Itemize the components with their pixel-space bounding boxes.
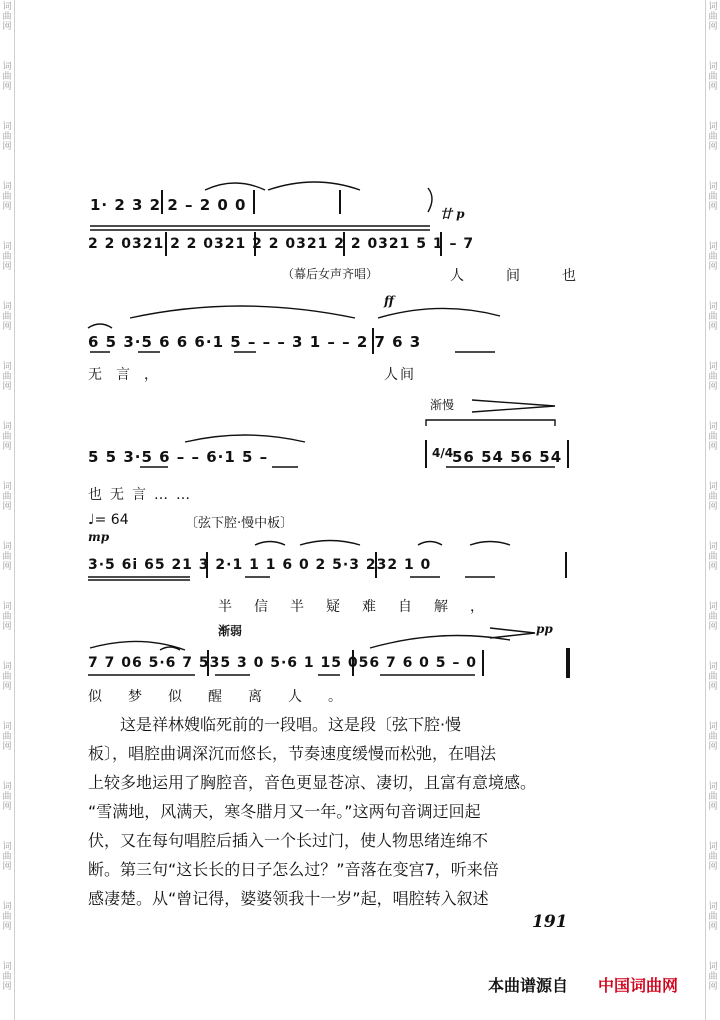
watermark-text: 词曲网 (708, 2, 718, 32)
lyric-line-5: 似梦似醒离人。 (88, 689, 368, 705)
lyric-line-1: 人间也 (450, 268, 618, 284)
section-title: 〔弦下腔·慢中板〕 (185, 516, 294, 531)
lyric-line-2a: 无言， (88, 367, 172, 383)
page-number: 191 (532, 912, 568, 932)
watermark-text: 词曲网 (708, 302, 718, 332)
watermark-text: 词曲网 (2, 422, 12, 452)
bar-line (425, 440, 427, 468)
bar-line (339, 190, 341, 214)
score-line-5: 3·5 6i 65 21 3 2·1 1 1 6 0 2 5·3 232 1 0 (88, 557, 432, 573)
watermark-text: 词曲网 (708, 602, 718, 632)
watermark-text: 词曲网 (2, 962, 12, 992)
watermark-text: 词曲网 (2, 362, 12, 392)
watermark-text: 词曲网 (708, 242, 718, 272)
paragraph-line: 上较多地运用了胸腔音，音色更显苍凉、凄切，且富有意境感。 (88, 773, 537, 792)
lyric-line-3: 也无言…… (88, 487, 198, 503)
lyric-line-2b: 人间 (384, 367, 416, 383)
tempo-mark-ritardando: 渐慢 (430, 398, 455, 412)
watermark-text: 词曲网 (2, 122, 12, 152)
bar-line (565, 552, 567, 578)
paragraph-line: “雪满地，风满天，寒冬腊月又一年。”这两句音调迂回起 (88, 802, 481, 821)
watermark-text: 词曲网 (708, 902, 718, 932)
body-paragraph (88, 710, 578, 913)
watermark-text: 词曲网 (2, 182, 12, 212)
dynamic-mark-mp: mp (88, 530, 110, 544)
score-line-4b: 56 54 56 54 (452, 448, 563, 466)
paragraph-line: 伏，又在每句唱腔后插入一个长过门，使人物思绪连绵不 (88, 831, 489, 850)
watermark-text: 词曲网 (2, 902, 12, 932)
watermark-text: 词曲网 (708, 962, 718, 992)
watermark-text: 词曲网 (708, 62, 718, 92)
watermark-text: 词曲网 (2, 62, 12, 92)
watermark-text: 词曲网 (2, 782, 12, 812)
watermark-text: 词曲网 (708, 722, 718, 752)
dynamic-mark-ff: ff (384, 294, 394, 308)
footer-source-label: 本曲谱源自 (488, 976, 569, 995)
watermark-text: 词曲网 (708, 482, 718, 512)
lyric-line-4: 半信半疑难自解， (218, 599, 506, 615)
score-line-4: 5 5 3·5 6 – – 6·1 5 – (88, 448, 269, 466)
watermark-text: 词曲网 (708, 422, 718, 452)
watermark-text: 词曲网 (2, 722, 12, 752)
watermark-text: 词曲网 (2, 242, 12, 272)
annotation-offstage-chorus: （幕后女声齐唱） (282, 267, 379, 281)
paragraph-line: 断。第三句“这长长的日子怎么过？”音落在变宫7，听来倍 (88, 860, 499, 879)
dynamic-mark-pp: pp (536, 622, 553, 636)
watermark-text: 词曲网 (708, 362, 718, 392)
watermark-text: 词曲网 (708, 122, 718, 152)
metronome-mark: ♩= 64 (88, 512, 129, 528)
watermark-text: 词曲网 (708, 782, 718, 812)
watermark-text: 词曲网 (708, 662, 718, 692)
tempo-mark-diminuendo: 渐弱 (218, 624, 243, 638)
watermark-text: 词曲网 (2, 842, 12, 872)
watermark-text: 词曲网 (708, 182, 718, 212)
footer-site-link[interactable]: 中国词曲网 (598, 976, 679, 995)
dynamic-mark-p: 廿 p (440, 207, 465, 221)
bar-line (253, 190, 255, 214)
paragraph-line: 这是祥林嫂临死前的一段唱。这是段〔弦下腔·慢 (120, 715, 462, 734)
bar-line (482, 650, 484, 676)
time-signature: 4/4 (432, 446, 454, 460)
paragraph-line: 感凄楚。从“曾记得，婆婆领我十一岁”起，唱腔转入叙述 (88, 889, 489, 908)
watermark-text: 词曲网 (2, 662, 12, 692)
score-line-2: 2 2 0321 2 2 0321 2 2 0321 2 2 0321 5 1 – 7 (88, 236, 475, 252)
watermark-text: 词曲网 (2, 302, 12, 332)
paragraph-line: 板〕，唱腔曲调深沉而悠长，节奏速度缓慢而松弛，在唱法 (88, 744, 497, 763)
watermark-text: 词曲网 (708, 542, 718, 572)
watermark-text: 词曲网 (2, 2, 12, 32)
watermark-text: 词曲网 (708, 842, 718, 872)
watermark-text: 词曲网 (2, 542, 12, 572)
score-line-3: 6 5 3·5 6 6 6·1 5 – – – 3 1 – – 2 7 6 3 (88, 333, 422, 351)
score-line-1: 1· 2 3 2 2 – 2 0 0 (90, 196, 247, 214)
final-bar-line (566, 648, 570, 678)
watermark-text: 词曲网 (2, 602, 12, 632)
bar-line (567, 440, 569, 468)
score-line-6: 7 7 06 5·6 7 535 3 0 5·6 1 15 056 7 6 0 5 – 0 (88, 655, 478, 671)
watermark-text: 词曲网 (2, 482, 12, 512)
